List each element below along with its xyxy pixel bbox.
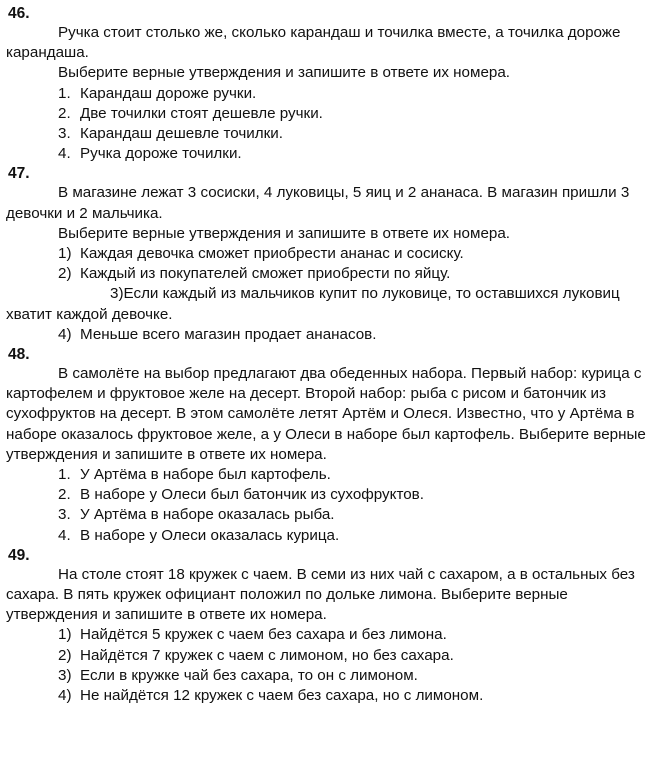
answer-option (6, 646, 654, 666)
option-number: 4) (58, 325, 72, 343)
answer-option (6, 124, 654, 144)
option-text: Каждый из покупателей сможет приобрести по яйцу. (80, 265, 451, 283)
task-instruction: Выберите верные утверждения и запишите в ответе их номера. (58, 224, 511, 242)
task-number: 49. (8, 546, 30, 564)
task-body (6, 23, 654, 164)
option-number: 1. (58, 466, 71, 484)
task-48 (6, 345, 654, 546)
task-49 (6, 546, 654, 706)
answer-option (6, 84, 654, 104)
option-number: 1) (58, 245, 72, 263)
option-number: 3. (58, 125, 71, 143)
option-number: 1) (58, 626, 72, 644)
option-number: 2) (58, 646, 72, 664)
option-text: Найдётся 5 кружек с чаем без сахара и без лимона. (80, 626, 447, 644)
answer-option (6, 686, 654, 706)
task-46 (6, 4, 654, 164)
task-number: 47. (8, 165, 30, 183)
option-number: 4) (58, 687, 72, 705)
task-number: 48. (8, 346, 30, 364)
task-statement: В самолёте на выбор предлагают два обеденных набора. Первый набор: курица с картофелем и фруктовое желе на десерт. Второй набор: рыба с рисом и батончик из сухофруктов на десерт. В этом самолёте летят Артём и Олеся. Известно, что у Артёма в наборе оказалось фруктовое желе, а у Олеси в наборе был картофель. Выберите верные утверждения и запишите в ответе их номера. (6, 365, 646, 463)
option-text: Если каждый из мальчиков купит по луковице, то оставшихся луковиц хватит каждой девочке. (6, 285, 620, 323)
option-text: У Артёма в наборе оказалась рыба. (80, 506, 335, 524)
answer-option (6, 526, 654, 546)
answer-option (6, 485, 654, 505)
answer-option (6, 264, 654, 284)
option-text: Карандаш дороже ручки. (80, 84, 257, 102)
task-statement: Ручка стоит столько же, сколько карандаш и точилка вместе, а точилка дороже карандаша. (6, 24, 621, 62)
task-statement: В магазине лежат 3 сосиски, 4 луковицы, 5 яиц и 2 ананаса. В магазин пришли 3 девочки и 2 мальчика. (6, 184, 630, 222)
option-text: Не найдётся 12 кружек с чаем без сахара, но с лимоном. (80, 687, 484, 705)
answer-options (6, 244, 654, 345)
option-number: 4. (58, 145, 71, 163)
answer-option (6, 625, 654, 645)
option-text: Две точилки стоят дешевле ручки. (80, 104, 323, 122)
option-number: 2) (58, 265, 72, 283)
answer-option (6, 465, 654, 485)
option-text: Если в кружке чай без сахара, то он с лимоном. (80, 666, 418, 684)
option-text: Каждая девочка сможет приобрести ананас и сосиску. (80, 245, 464, 263)
answer-option (6, 104, 654, 124)
answer-option (6, 666, 654, 686)
option-text: Меньше всего магазин продает ананасов. (80, 325, 377, 343)
answer-options (6, 465, 654, 546)
task-statement: На столе стоят 18 кружек с чаем. В семи из них чай с сахаром, а в остальных без сахара. В пять кружек официант положил по дольке лимона. Выберите верные утверждения и запишите в ответе их номера. (6, 565, 635, 624)
task-instruction: Выберите верные утверждения и запишите в ответе их номера. (58, 64, 511, 82)
option-number: 4. (58, 526, 71, 544)
answer-option (6, 325, 654, 345)
answer-options (6, 625, 654, 706)
task-number: 46. (8, 5, 30, 22)
answer-options (6, 84, 654, 165)
option-number: 3. (58, 506, 71, 524)
option-number: 2. (58, 104, 71, 122)
task-body (6, 565, 654, 706)
task-body (6, 364, 654, 546)
option-text: Карандаш дешевле точилки. (80, 125, 283, 143)
task-47 (6, 164, 654, 345)
option-number: 2. (58, 486, 71, 504)
option-number: 3) (110, 285, 124, 303)
answer-option (6, 505, 654, 525)
option-number: 1. (58, 84, 71, 102)
option-text: В наборе у Олеси был батончик из сухофруктов. (80, 486, 424, 504)
answer-option (6, 144, 654, 164)
task-body (6, 183, 654, 345)
option-number: 3) (58, 666, 72, 684)
option-text: Найдётся 7 кружек с чаем с лимоном, но без сахара. (80, 646, 454, 664)
option-text: В наборе у Олеси оказалась курица. (80, 526, 340, 544)
option-text: Ручка дороже точилки. (80, 145, 242, 163)
answer-option (6, 244, 654, 264)
option-text: У Артёма в наборе был картофель. (80, 466, 331, 484)
answer-option (6, 284, 654, 324)
